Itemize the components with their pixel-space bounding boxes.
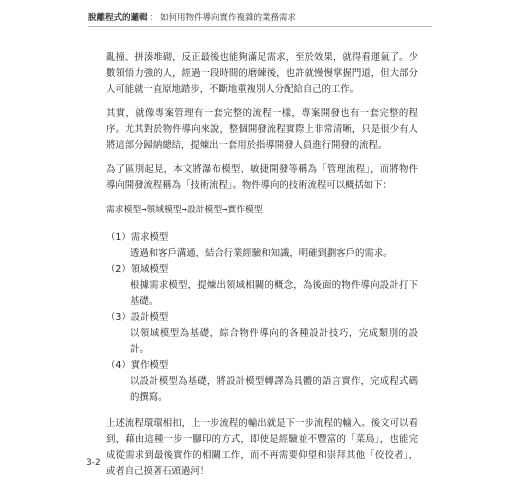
list-item-desc: 以領域模型為基礎，綜合物件導向的各種設計技巧，完成類別的設計。 [130, 328, 418, 355]
header-separator: ： [149, 13, 159, 23]
page-number: 3-2 [86, 458, 101, 468]
closing-paragraph: 上述流程環環相扣，上一步流程的輸出就是下一步流程的輸入。後文可以看到，藉由這種一步一腳印的方式，即使是經驗並不豐富的「菜鳥」，也能完成從需求到最後實作的相關工作，而不再需要仰望和崇拜其他「佼佼者」，或者自己摸著石頭過河！ [106, 418, 418, 477]
list-item-title: （3）設計模型 [106, 312, 169, 323]
chapter-title: 如何用物件導向實作複雜的業務需求 [160, 13, 297, 23]
header-rule [88, 26, 432, 27]
book-title: 脫離程式的邏輯 [88, 13, 148, 23]
paragraph-3: 為了區別起見，本文將瀑布模型、敏捷開發等稱為「管理流程」，而將物件導向開發流程稱為「技術流程」。物件導向的技術流程可以概括如下： [106, 164, 418, 191]
running-header [88, 11, 296, 23]
list-item-title: （2）領域模型 [106, 264, 169, 275]
process-flow: 需求模型→領域模型→設計模型→實作模型 [106, 205, 263, 215]
list-item-title: （1）需求模型 [106, 232, 169, 243]
list-item-desc: 透過和客戶溝通，結合行業經驗和知識，明確到劃客戶的需求。 [130, 248, 393, 259]
page-body [106, 50, 418, 488]
list-item-desc: 以設計模型為基礎，將設計模型轉譯為具體的語言實作，完成程式碼的撰寫。 [130, 376, 418, 403]
model-list [106, 230, 418, 406]
paragraph-1: 亂撞、拼湊堆砌，反正最後也能夠滿足需求，至於效果，就得看運氣了。少數領悟力強的人，經過一段時間的磨練後，也許就慢慢掌握門道，但大部分人可能就一直原地踏步，不斷地重複別人分配給自己的工作。 [106, 52, 418, 95]
paragraph-2: 其實，就像專案管理有一套完整的流程一樣，專案開發也有一套完整的程序。尤其對於物件導向來說，整個開發流程實際上非常清晰，只是很少有人將這部分歸納總結，提煉出一套用於指導開發人員進行開發的流程。 [106, 108, 418, 151]
list-item-desc: 根據需求模型，提煉出領域相關的概念，為後面的物件導向設計打下基礎。 [130, 280, 418, 307]
list-item-title: （4）實作模型 [106, 360, 169, 371]
